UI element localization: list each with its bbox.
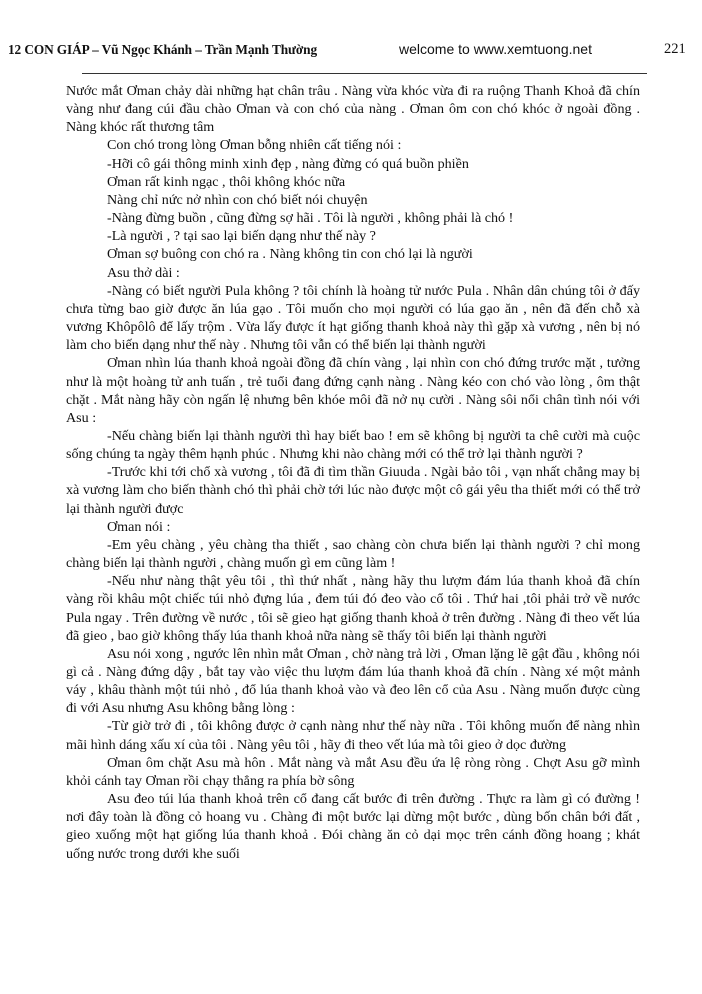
header-divider bbox=[82, 73, 647, 74]
paragraph: Asu thở dài : bbox=[107, 264, 180, 281]
book-title: 12 CON GIÁP – Vũ Ngọc Khánh – Trần Mạnh Thường bbox=[8, 42, 318, 57]
paragraph: -Từ giờ trở đi , tôi không được ở cạnh nàng như thế này nữa . Tôi không muốn để nàng nhìn mãi hình dáng xấu xí của tôi . Nàng yêu tôi , hãy đi theo vết lúa mà tôi gieo ở dọc đường bbox=[66, 718, 640, 753]
paragraph: -Nàng có biết người Pula không ? tôi chính là hoàng tử nước Pula . Nhân dân chúng tôi ở đấy chưa từng bao giờ được ăn lúa gạo . Tôi muốn cho mọi người có lúa gạo ăn , nên đã đến chỗ xà vương Khôpôlô để lấy trộm . Vừa lấy được ít hạt giống thanh khoả này thì gặp xà vương , nên bị nó làm cho biến dạng như thế này . Nhưng tôi vẫn có thể biến lại thành người bbox=[66, 282, 640, 354]
page-header bbox=[0, 0, 702, 70]
paragraph: -Em yêu chàng , yêu chàng tha thiết , sao chàng còn chưa biến lại thành người ? chỉ mong chàng biến lại thành người , chàng muốn gì em cũng làm ! bbox=[66, 536, 640, 572]
paragraph: -Hỡi cô gái thông minh xinh đẹp , nàng đừng có quá buồn phiền bbox=[107, 155, 469, 172]
paragraph: Ơman nhìn lúa thanh khoả ngoài đồng đã chín vàng , lại nhìn con chó đứng trước mặt , tưởng như là một hoàng tử anh tuấn , trẻ tuổi đang đứng cạnh nàng . Nàng kéo con chó vào lòng , ôm thật chặt . Mắt nàng hãy còn ngấn lệ nhưng bên khóe môi đã nở nụ cười . Nàng sôi nổi chân tình nói với Asu : bbox=[66, 355, 640, 426]
paragraph: -Nếu như nàng thật yêu tôi , thì thứ nhất , nàng hãy thu lượm đám lúa thanh khoả đã chín vàng rồi khâu một chiếc túi nhỏ đựng lúa , đem túi đó đeo vào cổ tôi . Thứ hai ,tôi phải trở về nước Pula ngay . Trên đường về nước , tôi sẽ gieo hạt giống thanh khoả ở trên đường . Nàng đi theo vết lúa đã gieo , bao giờ không thấy lúa thanh khoả nữa nàng sẽ thấy tôi biến lại thành người bbox=[66, 573, 640, 644]
paragraph: Asu đeo túi lúa thanh khoả trên cổ đang cất bước đi trên đường . Thực ra làm gì có đường ! nơi đây toàn là đồng cỏ hoang vu . Chàng đi một bước lại dừng một bước , dùng bốn chân bới đất , gieo xuống một hạt giống lúa thanh khoả . Đói chàng ăn cỏ dại mọc trên cánh đồng hoang ; khát uống nước trong dưới khe suối bbox=[66, 791, 640, 862]
paragraph: Ơman nói : bbox=[107, 518, 171, 535]
paragraph: Ơman rất kinh ngạc , thôi không khóc nữa bbox=[107, 173, 346, 190]
paragraph: Nước mắt Ơman chảy dài những hạt chân trâu . Nàng vừa khóc vừa đi ra ruộng Thanh Khoả đã chín vàng như đang cúi đầu chào Ơman và con chó của nàng . Ơman ôm con chó khóc ở ngoài đồng . Nàng khóc rất thương tâm bbox=[66, 83, 640, 136]
page-number: 221 bbox=[664, 41, 686, 57]
paragraph: -Là người , ? tại sao lại biến dạng như thế này ? bbox=[107, 228, 376, 245]
website-link[interactable]: welcome to www.xemtuong.net bbox=[399, 41, 592, 57]
paragraph: Asu nói xong , ngước lên nhìn mắt Ơman , chờ nàng trả lời , Ơman lặng lẽ gật đầu , không nói gì cả . Nàng đứng dậy , bắt tay vào việc thu lượm đám lúa thanh khoả đã chín . Nàng xé một mảnh váy , khâu thành một túi nhỏ , đổ lúa thanh khoả vào và đeo lên cổ của Asu . Nàng muốn được cùng đi với Asu nhưng Asu không bằng lòng : bbox=[66, 645, 640, 717]
paragraph: -Nàng đừng buồn , cũng đừng sợ hãi . Tôi là người , không phải là chó ! bbox=[107, 210, 514, 227]
paragraph: Nàng chỉ nức nở nhìn con chó biết nói chuyện bbox=[107, 191, 368, 208]
paragraph: Con chó trong lòng Ơman bỗng nhiên cất tiếng nói : bbox=[107, 137, 402, 154]
paragraph: Ơman sợ buông con chó ra . Nàng không tin con chó lại là người bbox=[107, 246, 473, 263]
paragraph: -Trước khi tới chổ xà vương , tôi đã đi tìm thần Giuuda . Ngài bảo tôi , vạn nhất chẳng may bị xà vương làm cho biến thành chó thì phải chờ tới lúc nào được một cô gái yêu tha thiết mới có thể trở lại thành người được bbox=[66, 464, 640, 517]
paragraph: -Nếu chàng biến lại thành người thì hay biết bao ! em sẽ không bị người ta chê cười mà cuộc sống chúng ta ngày thêm hạnh phúc . Nhưng khi nào chàng mới có thể trở lại thành người ? bbox=[66, 427, 640, 463]
story-body bbox=[66, 82, 640, 863]
paragraph: Ơman ôm chặt Asu mà hôn . Mắt nàng và mắt Asu đều ứa lệ ròng ròng . Chợt Asu gỡ mình khỏi cánh tay Ơman rồi chạy thẳng ra phía bờ sông bbox=[66, 754, 640, 789]
